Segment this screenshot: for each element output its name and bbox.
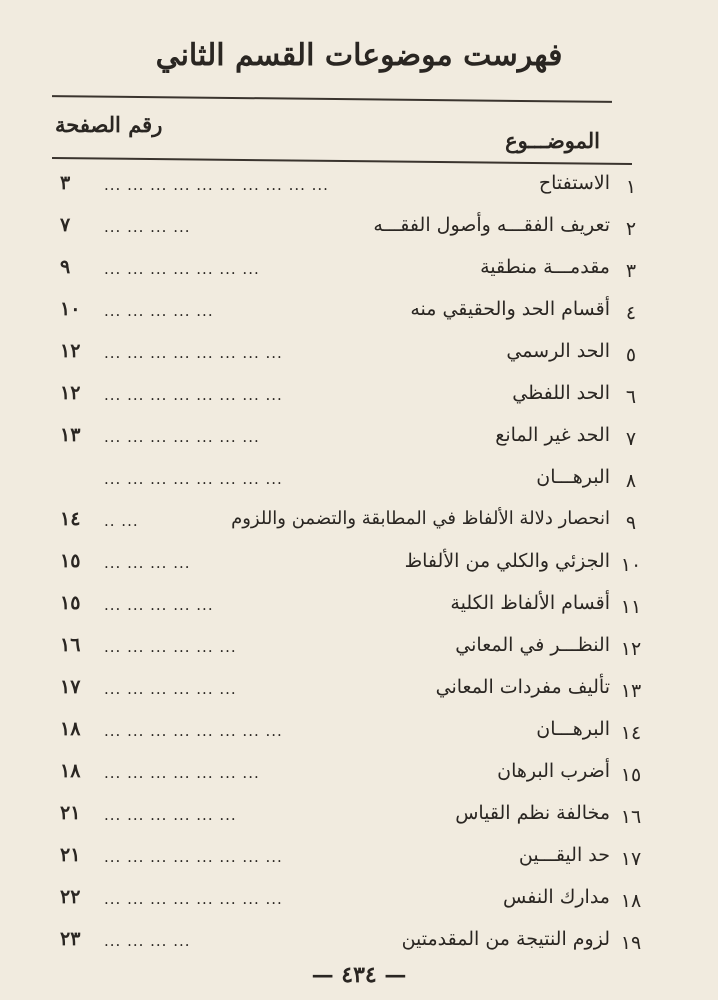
entry-page: ٩ <box>60 256 71 278</box>
toc-entry <box>0 630 718 670</box>
page-number-footer: — ٤٣٤ — <box>311 962 407 988</box>
toc-entry <box>0 924 718 964</box>
leader-dots: ... ... ... ... ... ... <box>104 680 237 698</box>
entry-page: ١٥ <box>60 592 81 614</box>
topic-column-header: الموضـــوع <box>505 128 600 153</box>
entry-page: ٢٢ <box>60 886 81 908</box>
toc-entry <box>0 714 718 754</box>
toc-entry <box>0 798 718 838</box>
entry-topic: الحد غير المانع <box>495 424 610 446</box>
leader-dots: ... ... ... ... ... ... ... ... ... ... <box>104 176 329 194</box>
toc-entry <box>0 252 718 292</box>
header-rule-top <box>52 95 612 103</box>
header-rule-bottom <box>52 157 632 165</box>
entry-topic: مخالفة نظم القياس <box>455 802 610 824</box>
entry-number: ١٩ <box>620 932 642 954</box>
entry-topic: تعريف الفقـــه وأصول الفقـــه <box>373 214 610 236</box>
toc-entry <box>0 336 718 376</box>
entry-page: ١٤ <box>60 508 81 530</box>
entry-number: ١٠ <box>620 554 642 576</box>
entry-number: ٧ <box>625 428 637 450</box>
toc-entry <box>0 672 718 712</box>
entry-topic: أضرب البرهان <box>497 760 610 782</box>
entry-number: ١٥ <box>620 764 642 786</box>
entry-number: ٨ <box>625 470 637 492</box>
entry-topic: مقدمـــة منطقية <box>480 256 610 278</box>
toc-entry <box>0 168 718 208</box>
leader-dots: ... ... ... ... ... ... ... <box>104 764 260 782</box>
entry-topic: مدارك النفس <box>503 886 610 908</box>
leader-dots: ... ... ... ... ... ... ... ... <box>104 890 283 908</box>
leader-dots: ... ... ... ... ... <box>104 302 214 320</box>
toc-entry <box>0 210 718 250</box>
entry-page: ١٨ <box>60 760 81 782</box>
toc-entry <box>0 840 718 880</box>
entry-page: ١٠ <box>60 298 81 320</box>
entry-number: ١١ <box>620 596 642 618</box>
entry-topic: الجزئي والكلي من الألفاظ <box>404 550 610 572</box>
leader-dots: ... ... ... ... ... ... <box>104 638 237 656</box>
leader-dots: ... ... ... ... ... ... ... <box>104 260 260 278</box>
entry-page: ١٢ <box>60 382 81 404</box>
leader-dots: ... ... ... ... ... ... ... ... <box>104 344 283 362</box>
entry-number: ١ <box>625 176 637 198</box>
entry-topic: انحصار دلالة الألفاظ في المطابقة والتضمن واللزوم <box>231 508 610 529</box>
entry-page: ١٣ <box>60 424 81 446</box>
entry-page: ٢١ <box>60 844 81 866</box>
leader-dots: ... ... ... ... ... ... <box>104 806 237 824</box>
entry-topic: البرهـــان <box>536 718 610 740</box>
entry-page: ٢٣ <box>60 928 81 950</box>
toc-entry <box>0 588 718 628</box>
entry-topic: تأليف مفردات المعاني <box>435 676 610 698</box>
entry-page: ١٧ <box>60 676 81 698</box>
entry-page: ١٨ <box>60 718 81 740</box>
entry-topic: الاستفتاح <box>538 172 610 194</box>
entry-topic: الحد اللفظي <box>512 382 610 404</box>
toc-entry <box>0 420 718 460</box>
toc-entry <box>0 504 718 544</box>
entry-number: ٢ <box>625 218 637 240</box>
entry-number: ١٧ <box>620 848 642 870</box>
entry-number: ٦ <box>625 386 637 408</box>
leader-dots: ... ... ... ... ... ... ... ... <box>104 470 283 488</box>
leader-dots: ... ... ... ... ... ... ... <box>104 428 260 446</box>
leader-dots: ... ... ... ... <box>104 218 191 236</box>
toc-entry <box>0 462 718 502</box>
leader-dots: ... ... ... ... ... ... ... ... <box>104 848 283 866</box>
entry-number: ٤ <box>625 302 637 324</box>
entry-topic: النظـــر في المعاني <box>455 634 610 656</box>
page-column-header: رقم الصفحة <box>55 112 163 137</box>
entry-page: ١٢ <box>60 340 81 362</box>
leader-dots: ... ... ... ... <box>104 554 191 572</box>
entry-page: ٢١ <box>60 802 81 824</box>
entry-topic: الحد الرسمي <box>506 340 610 362</box>
leader-dots: ... ... ... ... ... ... ... ... <box>104 386 283 404</box>
entry-page: ٧ <box>60 214 71 236</box>
entry-number: ١٤ <box>620 722 642 744</box>
leader-dots: ... ... ... ... ... <box>104 596 214 614</box>
entry-number: ١٢ <box>620 638 642 660</box>
entry-topic: لزوم النتيجة من المقدمتين <box>401 928 610 950</box>
toc-entry <box>0 546 718 586</box>
leader-dots: ... ... ... ... ... ... ... ... <box>104 722 283 740</box>
toc-entry <box>0 378 718 418</box>
entry-topic: البرهـــان <box>536 466 610 488</box>
entry-number: ١٣ <box>620 680 642 702</box>
entry-topic: حد اليقـــين <box>518 844 610 866</box>
entry-topic: أقسام الحد والحقيقي منه <box>410 298 610 320</box>
entry-number: ١٨ <box>620 890 642 912</box>
leader-dots: ... .. <box>104 512 139 530</box>
entry-page: ٣ <box>60 172 71 194</box>
entry-number: ٥ <box>625 344 637 366</box>
entry-number: ٣ <box>625 260 637 282</box>
entry-topic: أقسام الألفاظ الكلية <box>450 592 610 614</box>
toc-entry <box>0 294 718 334</box>
entry-page: ١٥ <box>60 550 81 572</box>
entry-page: ١٦ <box>60 634 81 656</box>
leader-dots: ... ... ... ... <box>104 932 191 950</box>
toc-entry <box>0 882 718 922</box>
toc-entry <box>0 756 718 796</box>
page-title: فهرست موضوعات القسم الثاني <box>155 38 563 73</box>
entry-number: ١٦ <box>620 806 642 828</box>
entry-number: ٩ <box>625 512 637 534</box>
